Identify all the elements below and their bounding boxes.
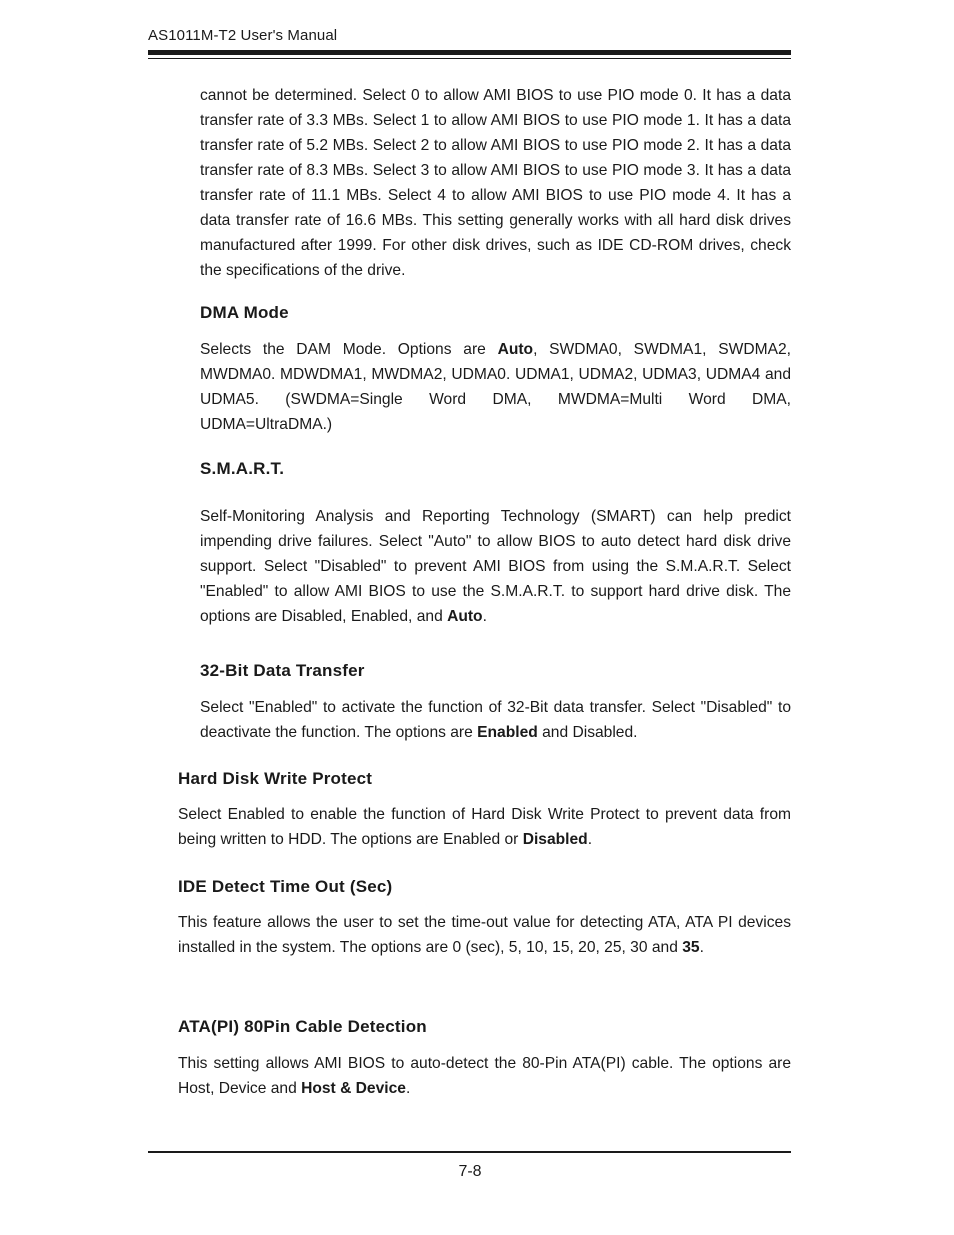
text-run: Self-Monitoring Analysis and Reporting Technology (SMART) can help predict impending drive failures. Select "Auto" to allow BIOS to auto detect hard disk drive support. Select "Disabled" to prevent AMI BIOS from using the S.M.A.R.T. Select "Enabled" to allow AMI BIOS to use the S.M.A.R.T. to support hard drive disk. The options are Disabled, Enabled, and (200, 508, 791, 625)
text-run: Select Enabled to enable the function of Hard Disk Write Protect to prevent data from being written to HDD. The options are Enabled or (178, 806, 791, 848)
header-rule-thin (148, 58, 791, 59)
header-rule-thick (148, 50, 791, 55)
footer-rule (148, 1151, 791, 1153)
text-run: cannot be determined. Select 0 to allow AMI BIOS to use PIO mode 0. It has a data transfer rate of 3.3 MBs. Select 1 to allow AMI BIOS to use PIO mode 1. It has a data transfer rate of 5.2 MBs. Select 2 to allow AMI BIOS to use PIO mode 2. It has a data transfer rate of 8.3 MBs. Select 3 to allow AMI BIOS to use PIO mode 3. It has a data transfer rate of 11.1 MBs. Select 4 to allow AMI BIOS to use PIO mode 4. It has a data transfer rate of 16.6 MBs. This setting generally works with all hard disk drives manufactured after 1999. For other disk drives, such as IDE CD-ROM drives, check the specifications of the drive. (200, 87, 791, 279)
bold-text-run: 35 (682, 939, 700, 956)
paragraph-ide-detect-time-out (178, 910, 791, 960)
bold-text-run: Auto (447, 608, 483, 625)
heading-smart: S.M.A.R.T. (200, 459, 285, 478)
paragraph-32bit-data-transfer (200, 695, 791, 745)
heading-ata-80pin-cable-detection: ATA(PI) 80Pin Cable Detection (178, 1017, 427, 1036)
paragraph-hard-disk-write-protect (178, 802, 791, 852)
text-run: . (699, 939, 704, 956)
text-run: Selects the DAM Mode. Options are (200, 341, 498, 358)
text-run: , SWDMA0, SWDMA1, SWDMA2, MWDMA0. MDWDMA1, MWDMA2, UDMA0. UDMA1, UDMA2, UDMA3, UDMA4 and UDMA5. (SWDMA=Single Word DMA, MWDMA=Multi Word DMA, UDMA=UltraDMA.) (200, 341, 791, 433)
text-run: . (587, 831, 593, 848)
paragraph-dma-mode (200, 337, 791, 437)
heading-32bit-data-transfer: 32-Bit Data Transfer (200, 661, 365, 680)
heading-hard-disk-write-protect: Hard Disk Write Protect (178, 769, 373, 788)
text-run: . (482, 608, 487, 625)
text-run: and Disabled. (537, 724, 638, 741)
paragraph-pio-mode (200, 83, 791, 283)
heading-ide-detect-time-out: IDE Detect Time Out (Sec) (178, 877, 393, 896)
text-run: This feature allows the user to set the time-out value for detecting ATA, ATA PI devices installed in the system. The options are 0 (sec), 5, 10, 15, 20, 25, 30 and (178, 914, 791, 956)
text-run: This setting allows AMI BIOS to auto-detect the 80-Pin ATA(PI) cable. The options are Host, Device and (178, 1055, 791, 1097)
heading-dma-mode: DMA Mode (200, 303, 289, 322)
bold-text-run: Auto (497, 341, 534, 358)
running-header: AS1011M-T2 User's Manual (148, 27, 338, 44)
bold-text-run: Disabled (522, 831, 588, 848)
page-number: 7-8 (458, 1163, 482, 1180)
text-run: Select "Enabled" to activate the function of 32-Bit data transfer. Select "Disabled" to deactivate the function. The options are (200, 699, 791, 741)
bold-text-run: Host & Device (301, 1080, 406, 1097)
paragraph-smart (200, 504, 791, 629)
paragraph-ata-80pin-cable-detection (178, 1051, 791, 1101)
text-run: . (405, 1080, 411, 1097)
bold-text-run: Enabled (477, 724, 538, 741)
